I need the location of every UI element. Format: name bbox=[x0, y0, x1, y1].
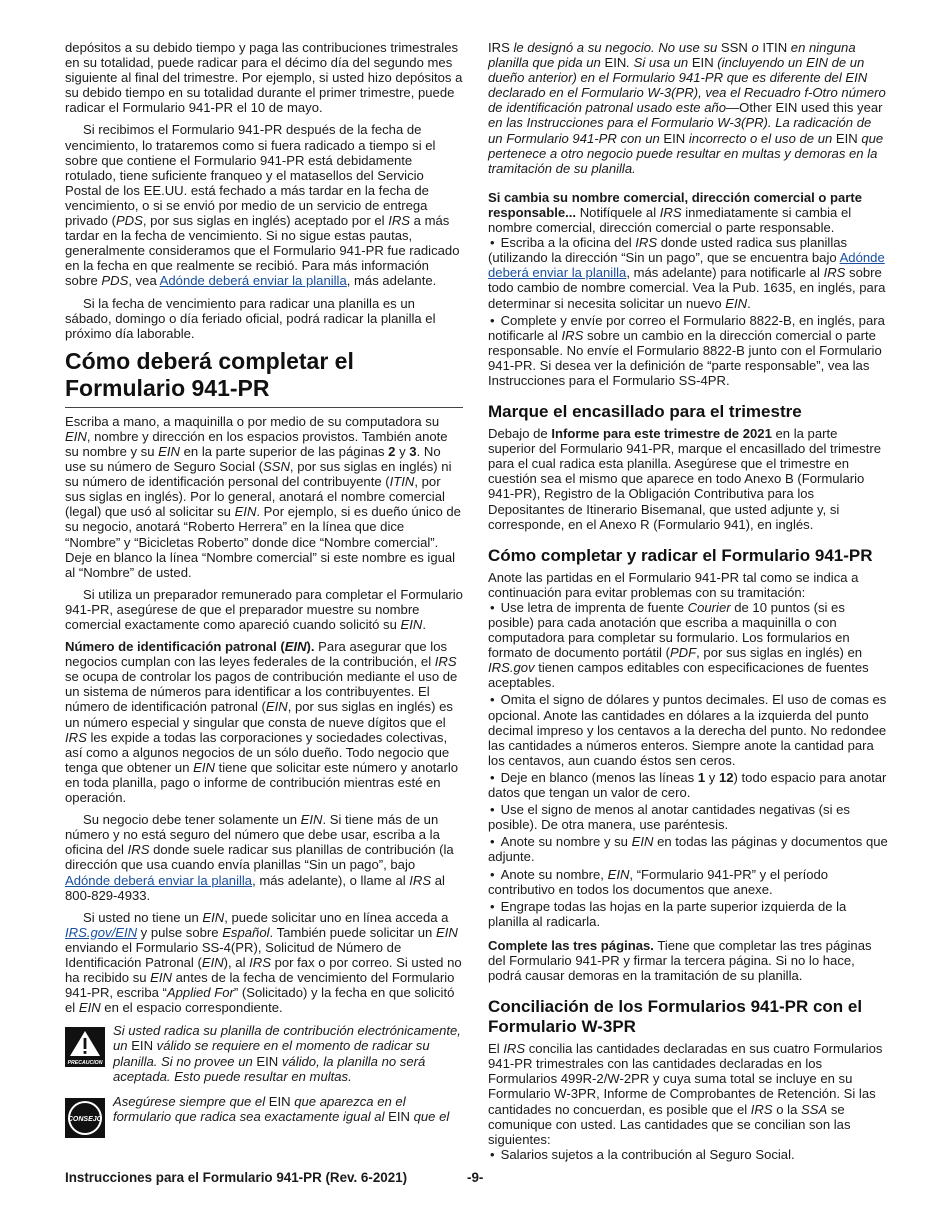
paragraph-weekend-holiday: Si la fecha de vencimiento para radicar una planilla es un sábado, domingo o día feriado oficial, podrá radicar la planilla el próximo día laborable. bbox=[65, 295, 436, 341]
list-item: • Anote su nombre, EIN, “Formulario 941-PR” y el período contributivo en todos los documentos que anexe. bbox=[488, 867, 888, 897]
right-column bbox=[488, 40, 888, 1164]
heading-check-quarter: Marque el encasillado para el trimestre bbox=[488, 402, 802, 422]
list-item: • Use el signo de menos al anotar cantidades negativas (si es posible). De otra manera, use paréntesis. bbox=[488, 802, 888, 832]
heading-how-to-complete: Cómo deberá completar el Formulario 941-PR bbox=[65, 348, 463, 408]
page-footer bbox=[65, 1170, 888, 1185]
paragraph-name-address: Escriba a mano, a maquinilla o por medio de su computadora su EIN, nombre y dirección en los espacios provistos. También anote su nombre y su EIN en la parte superior de las páginas 2 y 3. No use su número de Seguro Social (SSN, por sus siglas en inglés) ni su número de identificación personal del contribuyente (ITIN, por sus siglas en inglés). Por lo general, anotará el nombre comercial (legal) que usó al solicitar su EIN. Por ejemplo, si es dueño único de su negocio, anotará “Roberto Herrera” en la línea que dice “Nombre” y “Bicicletas Roberto” donde dice “Nombre comercial”. Deje en blanco la línea “Nombre comercial” si este nombre es igual al “Nombre” de usted. bbox=[65, 413, 461, 580]
list-item: • Anote su nombre y su EIN en todas las páginas y documentos que adjunte. bbox=[488, 834, 888, 864]
tip-icon bbox=[65, 1098, 105, 1138]
caution-callout: PRECAUCION Si usted radica su planilla de contribución electrónicamente, un EIN válido se requiere en el momento de radicar su planilla. Si no provee un EIN válido, la planilla no será aceptada. Esto puede resultar en multas. bbox=[65, 1023, 463, 1083]
paragraph-tip-cont: IRS le designó a su negocio. No use su SSN o ITIN en ninguna planilla que pida un EIN. Si usa un EIN (incluyendo un EIN de un dueño anterior) en el Formulario 941-PR que es diferente del EIN declarado en el Formulario W-3(PR), vea el Recuadro f-Otro número de identificación patronal usado este año—Other EIN used this year en las Instrucciones para el Formulario W-3(PR). La radicación de un Formulario 941-PR con un EIN incorrecto o el uso de un EIN que pertenece a otro negocio puede resultar en multas y demoras en la tramitación de su planilla. bbox=[488, 40, 886, 176]
tip-callout: CONSEJO Asegúrese siempre que el EIN que aparezca en el formulario que radica sea exactamente igual al EIN que el bbox=[65, 1094, 463, 1134]
left-column bbox=[65, 40, 463, 1144]
list-item: • Salarios sujetos a la contribución al Seguro Social. bbox=[488, 1147, 888, 1162]
link-where-to-file-2[interactable]: Adónde deberá enviar la planilla bbox=[65, 872, 253, 888]
list-item: • Escriba a la oficina del IRS donde usted radica sus planillas (utilizando la dirección “Sin un pago”, que se encuentra bajo Adónde deberá enviar la planilla, más adelante) para notificarle al IRS sobre todo cambio de nombre comercial. Vea la Pub. 1635, en inglés, para determinar si necesita solicitar un nuevo EIN. bbox=[488, 235, 888, 310]
paragraph-name-change: Si cambia su nombre comercial, dirección comercial o parte responsable... Notifíquele al IRS inmediatamente si cambia el nombre comercial, dirección comercial o parte responsable. bbox=[488, 189, 863, 236]
paragraph-entries-intro: Anote las partidas en el Formulario 941-PR tal como se indica a continuación para evitar problemas con su tramitación: bbox=[488, 569, 859, 600]
paragraph-one-ein: Su negocio debe tener solamente un EIN. Si tiene más de un número y no está seguro del número que debe usar, escriba a la oficina del IRS donde suele radicar sus planillas de contribución (la dirección que usa cuando envía planillas “Sin un pago”, bajo Adónde deberá enviar la planilla, más adelante), o llame al IRS al 800-829-4933. bbox=[65, 812, 454, 903]
caution-label: PRECAUCION bbox=[67, 1060, 103, 1067]
link-where-to-file-3[interactable]: Adónde deberá enviar la planilla bbox=[488, 250, 885, 281]
paragraph-three-pages: Complete las tres páginas. Tiene que completar las tres páginas del Formulario 941-PR y firmar la tercera página. Si no lo hace, podrá causar demoras en la tramitación de su planilla. bbox=[488, 937, 872, 984]
paragraph-filing-deadline-cont: depósitos a su debido tiempo y paga las contribuciones trimestrales en su totalidad, puede radicar para el décimo día del segundo mes siguiente al final del trimestre. Por ejemplo, si usted hizo depósitos a su debido tiempo en su totalidad durante el primer trimestre, puede radicar el Formulario 941-PR el 10 de mayo. bbox=[65, 40, 463, 116]
list-item: • Complete y envíe por correo el Formulario 8822-B, en inglés, para notificarle al IRS sobre un cambio en la dirección comercial o parte responsable. No envíe el Formulario 8822-B junto con el Formulario 941-PR. Si desea ver la definición de “parte responsable”, vea las Instrucciones para el Formulario SS-4PR. bbox=[488, 313, 888, 388]
list-item: • Use letra de imprenta de fuente Courier de 10 puntos (si es posible) para cada anotación que escriba a maquinilla o con computadora para completar su formulario. Los formularios en formato de documento portátil (PDF, por sus siglas en inglés) en IRS.gov tienen campos editables con especificaciones de fuentes aceptables. bbox=[488, 600, 888, 691]
heading-reconciliation: Conciliación de los Formularios 941-PR con el Formulario W-3PR bbox=[488, 997, 863, 1037]
caution-icon bbox=[65, 1027, 105, 1067]
paragraph-quarter-box: Debajo de Informe para este trimestre de 2021 en la parte superior del Formulario 941-PR, marque el encasillado del trimestre para el cual radica esta planilla. Asegúrese que el trimestre en cuestión sea el mismo que aparece en todo Anexo B (Formulario 941-PR), Registro de la Obligación Contributiva para los Depositantes de Itinerario Bisemanal, que usted adjunte y, si corresponde, en el Anexo R (Formulario 941), en inglés. bbox=[488, 426, 881, 532]
tip-label: CONSEJO bbox=[67, 1115, 103, 1123]
list-item: • Engrape todas las hojas en la parte superior izquierda de la planilla al radicarla. bbox=[488, 899, 888, 929]
paragraph-apply-ein: Si usted no tiene un EIN, puede solicitar uno en línea acceda a IRS.gov/EIN y pulse sobre Español. También puede solicitar un EIN enviando el Formulario SS-4(PR), Solicitud de Número de Identificación Patronal (EIN), al IRS por fax o por correo. Si usted no ha recibido su EIN antes de la fecha de vencimiento del Formulario 941-PR, escriba “Applied For” (Solicitado) y la fecha en que solicitó el EIN en el espacio correspondiente. bbox=[65, 909, 462, 1016]
link-irs-gov-ein[interactable]: IRS.gov/EIN bbox=[65, 924, 138, 940]
link-where-to-file[interactable]: Adónde deberá enviar la planilla bbox=[159, 273, 347, 289]
list-item: • Deje en blanco (menos las líneas 1 y 12) todo espacio para anotar datos que tengan un valor de cero. bbox=[488, 770, 888, 800]
paragraph-ein: Número de identificación patronal (EIN). Para asegurar que los negocios cumplan con las leyes federales de la contribución, el IRS se ocupa de controlar los pagos de contribución mediante el uso de un sistema de números para identificar a los contribuyentes. El número de identificación patronal (EIN, por sus siglas en inglés) es un número especial y singular que consta de nueve dígitos que el IRS les expide a todas las corporaciones y sociedades colectivas, así como a algunos negocios de un sólo dueño. Todo negocio que tenga que obtener un EIN tiene que solicitar este número y anotarlo en toda planilla, pago o informe de contribución mientras esté en operación. bbox=[65, 639, 459, 806]
paragraph-paid-preparer: Si utiliza un preparador remunerado para completar el Formulario 941-PR, asegúrese de que el preparador muestre su nombre comercial exactamente como apareció cuando solicitó su EIN. bbox=[65, 586, 463, 632]
page-number: -9- bbox=[467, 1170, 484, 1185]
paragraph-reconciliation: El IRS concilia las cantidades declaradas en sus cuatro Formularios 941-PR trimestrales con las cantidades declaradas en los Formularios 499R-2/W-2PR y cuya suma total se incluye en su Formulario W-3PR, Informe de Comprobantes de Retención. Si las cantidades no concuerdan, es posible que el IRS o la SSA se comunique con usted. Las cantidades que se concilian son las siguientes: bbox=[488, 1041, 883, 1147]
list-item: • Omita el signo de dólares y puntos decimales. El uso de comas es opcional. Anote las cantidades en dólares a la izquierda del punto decimal impreso y los centavos a la derecha del punto. No redondee las cantidades a números enteros. Siempre anote la cantidad para los centavos, aun cuando éstos sen ceros. bbox=[488, 692, 888, 767]
footer-title: Instrucciones para el Formulario 941-PR (Rev. 6-2021) bbox=[65, 1170, 408, 1185]
heading-complete-file: Cómo completar y radicar el Formulario 941-PR bbox=[488, 545, 873, 565]
paragraph-mailing-timely: Si recibimos el Formulario 941-PR después de la fecha de vencimiento, lo trataremos como si fuera radicado a tiempo si el sobre que contiene el Formulario 941-PR está debidamente rotulado, tiene suficiente franqueo y el matasellos del Servicio Postal de los EE.UU. está fechado a más tardar en la fecha de vencimiento, o si se envió por medio de un servicio de entrega privado (PDS, por sus siglas en inglés) aceptado por el IRS a más tardar en la fecha de vencimiento. Si no sigue estas pautas, generalmente consideramos que el Formulario 941-PR fue radicado en la fecha en que realmente se recibió. Para más información sobre PDS, vea Adónde deberá enviar la planilla, más adelante. bbox=[65, 122, 460, 289]
